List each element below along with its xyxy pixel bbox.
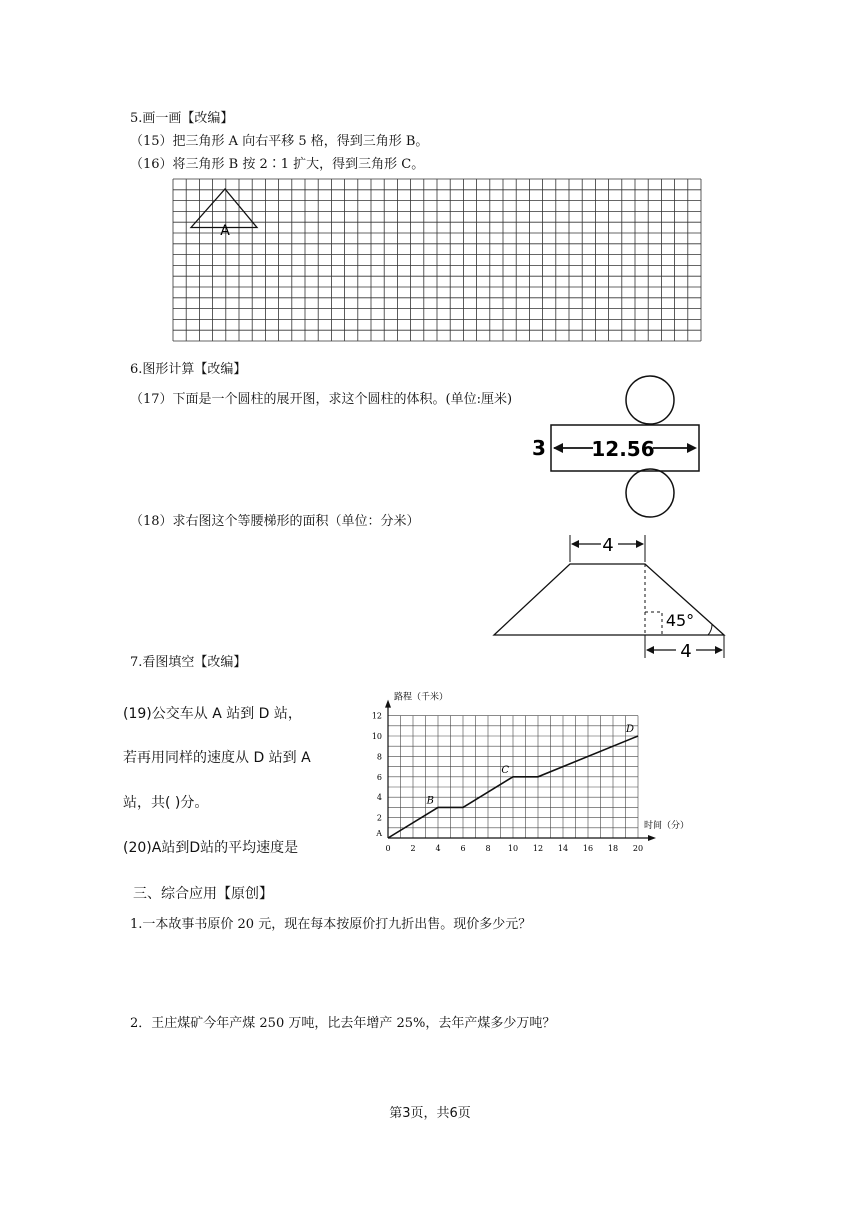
point-label-d: D <box>625 724 634 735</box>
trapezoid-angle-label: 45° <box>665 611 695 630</box>
x-tick-label: 6 <box>460 844 466 853</box>
section7-heading: 7.看图填空【改编】 <box>130 655 247 670</box>
question-17: （17）下面是一个圆柱的展开图，求这个圆柱的体积。(单位:厘米) <box>130 392 513 407</box>
cylinder-top-circle <box>626 376 674 424</box>
x-tick-label: 0 <box>385 844 391 853</box>
origin-label: A <box>376 829 382 838</box>
x-tick-label: 16 <box>582 844 594 853</box>
x-tick-label: 14 <box>557 844 569 853</box>
page-footer: 第3页，共6页 <box>389 1106 471 1121</box>
y-axis-arrow <box>385 700 391 708</box>
cylinder-width-label: 12.56 <box>591 437 655 461</box>
trapezoid-bottom-label: 4 <box>680 641 692 662</box>
question-18: （18）求右图这个等腰梯形的面积（单位：分米） <box>130 514 420 529</box>
x-tick-label: 4 <box>435 844 441 853</box>
trapezoid-top-label: 4 <box>602 535 614 556</box>
x-tick-label: 20 <box>632 844 644 853</box>
x-tick-label: 12 <box>532 844 544 853</box>
section6-heading: 6.图形计算【改编】 <box>130 362 247 377</box>
section3-heading: 三、综合应用【原创】 <box>133 886 273 902</box>
question-16: （16）将三角形 B 按 2∶1 扩大，得到三角形 C。 <box>130 157 425 172</box>
cylinder-height-label: 3 <box>532 436 546 460</box>
y-tick-label: 8 <box>376 752 382 762</box>
trapezoid-figure <box>490 530 730 665</box>
x-tick-label: 10 <box>507 844 519 853</box>
question-15: （15）把三角形 A 向右平移 5 格，得到三角形 B。 <box>130 134 429 149</box>
section5-heading: 5.画一画【改编】 <box>130 111 234 126</box>
y-tick-label: 6 <box>376 772 382 782</box>
y-tick-label: 12 <box>371 711 382 721</box>
x-axis-label: 时间（分） <box>644 821 690 831</box>
question-19-line2: 若再用同样的速度从 D 站到 A <box>123 750 311 766</box>
distance-time-chart <box>360 692 690 857</box>
x-tick-label: 18 <box>607 844 619 853</box>
triangle-a-label: A <box>220 223 230 239</box>
x-tick-label: 8 <box>485 844 491 853</box>
x-axis-arrow <box>648 835 656 841</box>
y-tick-label: 4 <box>376 793 382 803</box>
drawing-grid <box>172 178 702 342</box>
y-axis-label: 路程（千米） <box>394 692 449 703</box>
question-19-line1: (19)公交车从 A 站到 D 站， <box>123 706 302 722</box>
grid-lines <box>173 179 701 341</box>
cylinder-bottom-circle <box>626 469 674 517</box>
point-label-c: C <box>501 764 509 776</box>
problem-1: 1.一本故事书原价 20 元，现在每本按原价打九折出售。现价多少元？ <box>130 917 532 932</box>
question-20-line1: (20)A站到D站的平均速度是 <box>123 840 299 856</box>
cylinder-net-figure <box>525 375 705 520</box>
y-tick-label: 10 <box>371 732 382 741</box>
triangle-a <box>191 189 257 228</box>
problem-2: 2．王庄煤矿今年产煤 250 万吨，比去年增产 25%，去年产煤多少万吨？ <box>130 1016 556 1031</box>
y-tick-label: 2 <box>376 813 382 823</box>
point-label-b: B <box>426 795 434 807</box>
x-tick-label: 2 <box>410 844 416 853</box>
question-19-line3: 站，共( )分。 <box>123 795 209 811</box>
